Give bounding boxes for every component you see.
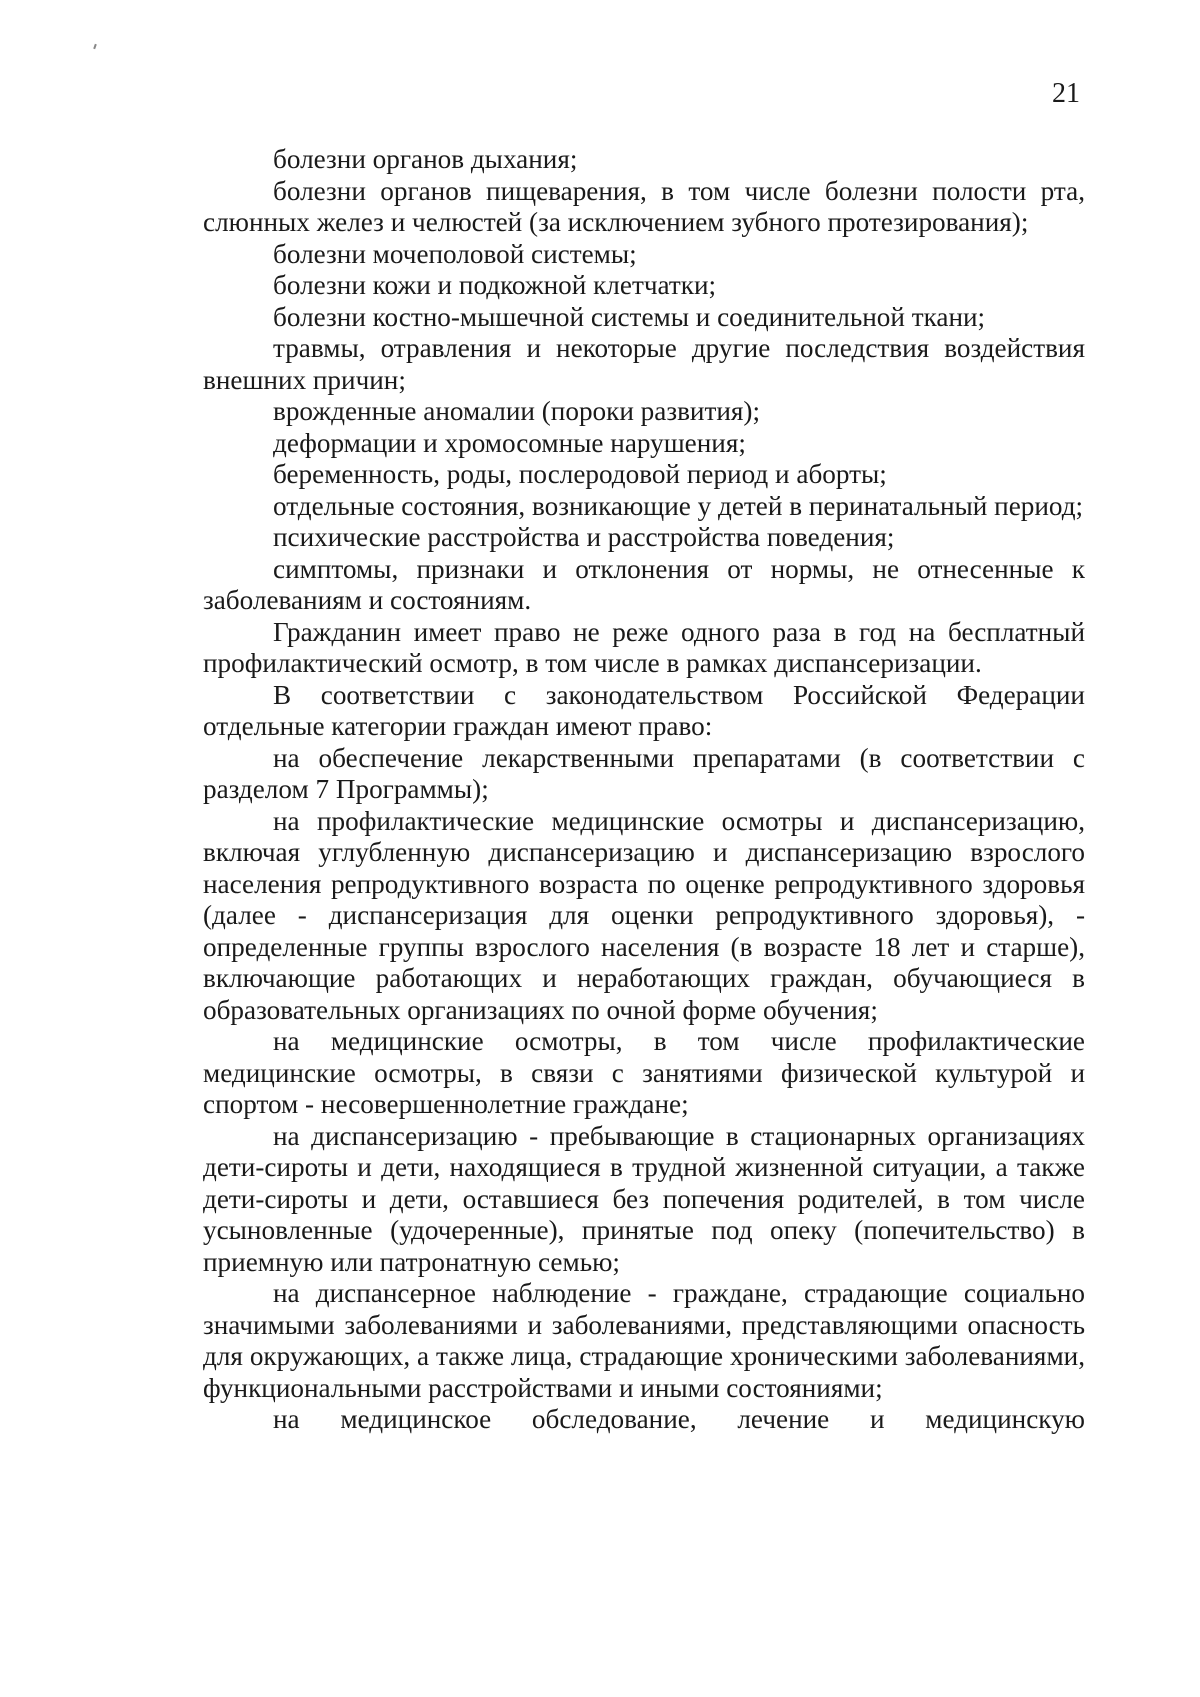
list-item: на медицинское обследование, лечение и медицинскую xyxy=(273,1404,1085,1434)
scan-speck xyxy=(93,44,97,49)
list-item: болезни органов дыхания; xyxy=(273,144,578,174)
list-item: болезни костно-мышечной системы и соединительной ткани; xyxy=(273,301,986,332)
list-item: на диспансерное наблюдение - граждане, страдающие социально значимыми заболеваниями и заболеваниями, представляющими опасность для окружающих, а также лица, страдающие хроническими заболеваниями, функциональными расстройствами и иными состояниями; xyxy=(203,1278,1085,1403)
paragraph: Гражданин имеет право не реже одного раза в год на бесплатный профилактический осмотр, в том числе в рамках диспансеризации. xyxy=(203,616,1085,678)
list-item: психические расстройства и расстройства поведения; xyxy=(273,522,895,552)
list-item: травмы, отравления и некоторые другие последствия воздействия внешних причин; xyxy=(203,333,1085,395)
list-item: симптомы, признаки и отклонения от нормы, не отнесенные к заболеваниям и состояниям. xyxy=(203,553,1085,615)
list-item: болезни органов пищеварения, в том числе болезни полости рта, слюнных желез и челюстей (за исключением зубного протезирования); xyxy=(203,175,1085,237)
list-item: врожденные аномалии (пороки развития); xyxy=(273,396,761,426)
list-item: болезни мочеполовой системы; xyxy=(273,238,637,269)
list-item: деформации и хромосомные нарушения; xyxy=(273,427,746,458)
list-item: отдельные состояния, возникающие у детей в перинатальный период; xyxy=(273,490,1084,521)
list-item: на профилактические медицинские осмотры и диспансеризацию, включая углубленную диспансеризацию и диспансеризацию взрослого населения репродуктивного возраста по оценке репродуктивного здоровья (далее - диспансеризация для оценки репродуктивного здоровья), - определенные группы взрослого населения (в возрасте 18 лет и старше), включающие работающих и неработающих граждан, обучающиеся в образовательных организациях по очной форме обучения; xyxy=(203,805,1085,1025)
list-item: на обеспечение лекарственными препаратами (в соответствии с разделом 7 Программы); xyxy=(203,742,1085,804)
list-item: на медицинские осмотры, в том числе профилактические медицинские осмотры, в связи с занятиями физической культурой и спортом - несовершеннолетние граждане; xyxy=(203,1026,1085,1119)
list-item: на диспансеризацию - пребывающие в стационарных организациях дети-сироты и дети, находящиеся в трудной жизненной ситуации, а также дети-сироты и дети, оставшиеся без попечения родителей, в том числе усыновленные (удочеренные), принятые под опеку (попечительство) в приемную или патронатную семью; xyxy=(203,1120,1085,1277)
list-item: болезни кожи и подкожной клетчатки; xyxy=(273,270,717,300)
page-number: 21 xyxy=(1052,78,1080,109)
document-body xyxy=(203,144,1085,1436)
list-item: беременность, роды, послеродовой период и аборты; xyxy=(273,459,887,489)
paragraph: В соответствии с законодательством Российской Федерации отдельные категории граждан имеют право: xyxy=(203,679,1085,741)
